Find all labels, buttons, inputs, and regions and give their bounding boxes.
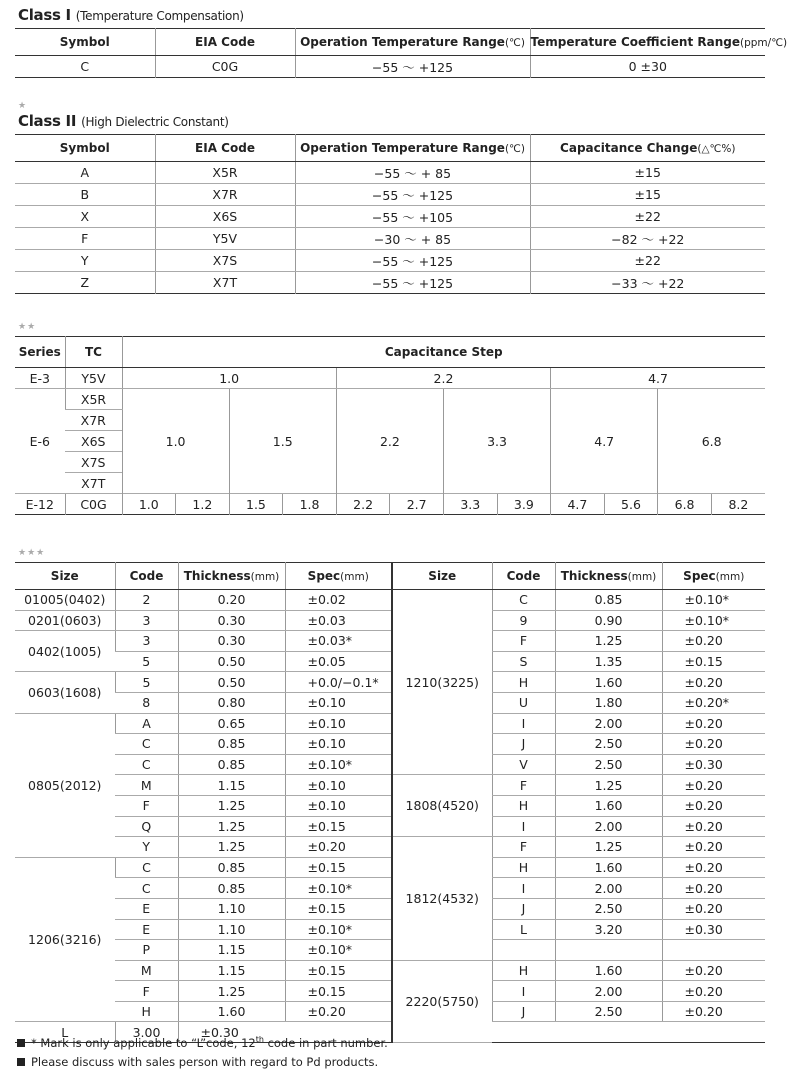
table-row <box>15 228 765 250</box>
cell-code: E <box>115 898 178 919</box>
class2-table <box>15 134 765 294</box>
table-row <box>15 250 765 272</box>
cell-value: ±22 <box>530 250 765 272</box>
cell-code: C <box>492 590 555 611</box>
class2-title-text: Class II <box>18 112 77 130</box>
cell-thickness: 0.85 <box>178 734 285 755</box>
table-row <box>15 672 765 693</box>
cell-spec: ±0.20 <box>285 1001 392 1022</box>
cell-code: 5 <box>115 672 178 693</box>
cell-size: 0805(2012) <box>15 713 115 857</box>
cell-step: 8.2 <box>711 494 765 515</box>
header-spec-text: Spec <box>683 569 716 583</box>
cell-tc: C0G <box>65 494 122 515</box>
cell-spec: ±0.10* <box>662 590 765 611</box>
class1-table <box>15 28 787 78</box>
header-op-temp <box>295 135 530 162</box>
table-row <box>15 1001 765 1022</box>
cell-spec: ±0.10 <box>285 713 392 734</box>
cell-code: L <box>492 919 555 940</box>
cell-symbol: C <box>80 59 90 74</box>
cell-thickness: 1.15 <box>178 940 285 961</box>
cell-range: −55 ～ +105 <box>295 206 530 228</box>
cell-code: M <box>115 775 178 796</box>
cell-range: −55 ～ +125 <box>295 250 530 272</box>
cell-tc: X7R <box>65 410 122 431</box>
header-cap-unit: (△℃%) <box>697 143 736 155</box>
table-row <box>15 734 765 755</box>
header-tc: TC <box>65 337 122 368</box>
header-symbol: Symbol <box>15 29 155 56</box>
cell-series: E-6 <box>15 389 65 494</box>
size-table <box>15 562 765 1043</box>
cell-thickness: 0.85 <box>178 878 285 899</box>
header-op-temp <box>295 29 530 56</box>
header-eia: EIA Code <box>155 29 295 56</box>
cell-spec: ±0.15 <box>285 816 392 837</box>
cell-step: 5.6 <box>604 494 658 515</box>
cell-thickness: 0.20 <box>178 590 285 611</box>
header-thickness-unit: (mm) <box>250 571 280 583</box>
class1-title <box>18 6 244 24</box>
cell-symbol: F <box>15 228 155 250</box>
cell-code: A <box>115 713 178 734</box>
cell-spec: ±0.20* <box>662 692 765 713</box>
cell-step: 1.8 <box>283 494 337 515</box>
header-spec-text: Spec <box>307 569 341 583</box>
cell-code: U <box>492 692 555 713</box>
table-row <box>15 713 765 734</box>
cell-spec: ±0.15 <box>285 898 392 919</box>
cell-range: −55 ～ + 85 <box>295 162 530 184</box>
table-row <box>15 206 765 228</box>
cell-spec: ±0.15 <box>285 981 392 1002</box>
table-row <box>15 494 765 515</box>
cell-series: E-12 <box>15 494 65 515</box>
cell-step: 3.3 <box>443 494 497 515</box>
cell-thickness: 1.10 <box>178 898 285 919</box>
cell-spec: ±0.20 <box>662 795 765 816</box>
cell-spec: ±0.10 <box>285 734 392 755</box>
header-code: Code <box>492 563 555 590</box>
header-thickness <box>555 563 662 590</box>
cell-value: ±15 <box>530 184 765 206</box>
header-cap <box>530 135 765 162</box>
header-thickness-text: Thickness <box>560 569 628 583</box>
note-2-text: Please discuss with sales person with regard to Pd products. <box>31 1055 379 1069</box>
cell-spec: ±0.20 <box>662 1001 765 1022</box>
cell-code: I <box>492 713 555 734</box>
cell-code: I <box>492 816 555 837</box>
cell-spec: ±0.10* <box>662 610 765 631</box>
header-size: Size <box>15 563 115 590</box>
cell-thickness: 0.85 <box>178 857 285 878</box>
cell-range: −55 ～ +125 <box>295 56 530 78</box>
cell-thickness: 1.10 <box>178 919 285 940</box>
cell-size: 2220(5750) <box>392 960 492 1042</box>
cell-step: 1.0 <box>122 494 176 515</box>
capstep-table <box>15 336 765 515</box>
note-1-text: * Mark is only applicable to “L”code, 12 <box>31 1035 256 1050</box>
cell-spec: ±0.15 <box>285 960 392 981</box>
cell-code: J <box>492 1001 555 1022</box>
table-row <box>15 368 765 389</box>
cell-thickness: 1.80 <box>555 692 662 713</box>
cell-spec: ±0.10 <box>285 795 392 816</box>
cell-value: −82 ～ +22 <box>530 228 765 250</box>
cell-code: H <box>115 1001 178 1022</box>
cell-range: −30 ～ + 85 <box>295 228 530 250</box>
cell-thickness: 2.50 <box>555 754 662 775</box>
cell-step: 4.7 <box>551 389 658 494</box>
cell-code: F <box>492 631 555 652</box>
cell-thickness: 2.00 <box>555 816 662 837</box>
header-op-temp-text: Operation Temperature Range <box>300 141 505 155</box>
cell-thickness: 0.90 <box>555 610 662 631</box>
table-row <box>15 754 765 775</box>
table-row <box>15 857 765 878</box>
table-row <box>15 162 765 184</box>
cell-size: 0603(1608) <box>15 672 115 713</box>
cell-step: 2.7 <box>390 494 444 515</box>
cell-spec: ±0.20 <box>285 837 392 858</box>
cell-thickness: 1.25 <box>555 631 662 652</box>
cell-spec: ±0.03* <box>285 631 392 652</box>
cell-spec: ±0.20 <box>662 981 765 1002</box>
header-spec <box>285 563 392 590</box>
cell-step: 1.0 <box>122 368 336 389</box>
cell-code: 2 <box>115 590 178 611</box>
cell-spec: ±0.20 <box>662 713 765 734</box>
cell-spec: ±0.30 <box>178 1022 285 1043</box>
cell-spec: ±0.20 <box>662 734 765 755</box>
cell-size: 0201(0603) <box>15 610 115 631</box>
cell-step: 4.7 <box>551 494 605 515</box>
cell-thickness: 3.20 <box>555 919 662 940</box>
table-row <box>15 590 765 611</box>
cell-code: M <box>115 960 178 981</box>
cell-eia: X7R <box>155 184 295 206</box>
cell-thickness: 0.85 <box>555 590 662 611</box>
cell-thickness: 1.15 <box>178 775 285 796</box>
header-coef <box>530 29 787 56</box>
cell-step: 6.8 <box>658 389 765 494</box>
cell-thickness: 0.85 <box>178 754 285 775</box>
cell-code: 5 <box>115 651 178 672</box>
cell-spec: ±0.10* <box>285 919 392 940</box>
header-thickness-text: Thickness <box>183 569 251 583</box>
cell-code: H <box>492 672 555 693</box>
cell-thickness: 2.50 <box>555 1001 662 1022</box>
header-coef-unit: (ppm/℃) <box>740 37 787 49</box>
cell-code: 9 <box>492 610 555 631</box>
cell-spec: ±0.20 <box>662 837 765 858</box>
cell-thickness: 0.65 <box>178 713 285 734</box>
table-row <box>15 816 765 837</box>
cell-spec: ±0.05 <box>285 651 392 672</box>
cell-code: H <box>492 857 555 878</box>
cell-thickness: 1.60 <box>555 857 662 878</box>
header-series: Series <box>15 337 65 368</box>
cell-spec: ±0.30 <box>662 754 765 775</box>
cell-thickness: 1.25 <box>555 775 662 796</box>
cell-spec: +0.0/−0.1* <box>285 672 392 693</box>
cell-symbol: Z <box>80 275 90 290</box>
cell-eia: X6S <box>155 206 295 228</box>
cell-step: 2.2 <box>336 368 550 389</box>
cell-code: F <box>492 837 555 858</box>
cell-tc: Y5V <box>65 368 122 389</box>
cell-code: F <box>115 795 178 816</box>
table-row <box>15 56 765 78</box>
cell-symbol: A <box>15 162 155 184</box>
cell-code: J <box>492 734 555 755</box>
table-row <box>15 184 765 206</box>
cell-code: 3 <box>115 631 178 652</box>
header-eia: EIA Code <box>155 135 295 162</box>
cell-size: 01005(0402) <box>15 590 115 611</box>
cell-spec: ±0.10* <box>285 940 392 961</box>
cell-tc: X7S <box>65 452 122 473</box>
cell-thickness: 2.50 <box>555 734 662 755</box>
class1-subtitle: (Temperature Compensation) <box>75 9 244 23</box>
cell-value: −33 ～ +22 <box>530 272 765 294</box>
cell-thickness: 0.30 <box>178 631 285 652</box>
capstep-stars: ★★ <box>18 322 37 332</box>
cell-code: F <box>115 981 178 1002</box>
cell-code: Y <box>115 837 178 858</box>
cell-step: 1.5 <box>229 494 283 515</box>
cell-spec: ±0.15 <box>285 857 392 878</box>
cell-step: 4.7 <box>551 368 765 389</box>
cell-spec: ±0.20 <box>662 816 765 837</box>
note-2 <box>17 1055 378 1069</box>
cell-spec: ±0.20 <box>662 898 765 919</box>
cell-code: I <box>492 878 555 899</box>
cell-code: H <box>492 795 555 816</box>
note-1 <box>17 1035 388 1050</box>
cell-code: F <box>492 775 555 796</box>
cell-thickness: 1.25 <box>555 837 662 858</box>
cell-thickness: 3.00 <box>115 1022 178 1043</box>
header-spec <box>662 563 765 590</box>
cell-range: −55 ～ +125 <box>295 272 530 294</box>
cell-step: 6.8 <box>658 494 712 515</box>
cell-thickness: 0.50 <box>178 651 285 672</box>
cell-eia: X7S <box>155 250 295 272</box>
table-row <box>15 940 765 961</box>
header-spec-unit: (mm) <box>340 571 369 583</box>
cell-thickness: 1.25 <box>178 816 285 837</box>
cell-thickness: 0.30 <box>178 610 285 631</box>
table-row <box>15 272 765 294</box>
table-row <box>15 919 765 940</box>
cell-spec: ±0.10 <box>285 692 392 713</box>
cell-size: 1808(4520) <box>392 775 492 837</box>
cell-thickness: 2.00 <box>555 878 662 899</box>
cell-code: C <box>115 857 178 878</box>
cell-spec: ±0.15 <box>662 651 765 672</box>
cell-spec: ±0.02 <box>285 590 392 611</box>
cell-code: Q <box>115 816 178 837</box>
table-row <box>15 878 765 899</box>
cell-spec: ±0.20 <box>662 631 765 652</box>
class2-subtitle: (High Dielectric Constant) <box>81 115 229 129</box>
table-row <box>15 631 765 652</box>
cell-eia: X5R <box>155 162 295 184</box>
cell-thickness: 1.60 <box>555 960 662 981</box>
cell-value: ±15 <box>530 162 765 184</box>
cell-value: 0 ±30 <box>530 56 765 78</box>
table-row <box>15 981 765 1002</box>
cell-step: 2.2 <box>336 494 390 515</box>
cell-step: 3.9 <box>497 494 551 515</box>
cell-step: 1.2 <box>176 494 230 515</box>
cell-code: L <box>61 1024 69 1040</box>
header-coef-text: Temperature Coefficient Range <box>530 35 740 49</box>
cell-code: S <box>492 651 555 672</box>
cell-thickness: 1.25 <box>178 981 285 1002</box>
cell-tc: X7T <box>81 475 106 491</box>
cell-spec: ±0.20 <box>662 960 765 981</box>
cell-range: −55 ～ +125 <box>295 184 530 206</box>
cell-spec <box>662 940 765 961</box>
table-row <box>15 960 765 981</box>
cell-symbol: Y <box>15 250 155 272</box>
cell-thickness <box>555 940 662 961</box>
cell-code: V <box>492 754 555 775</box>
cell-size: 1812(4532) <box>392 837 492 961</box>
cell-code: 8 <box>115 692 178 713</box>
cell-spec: ±0.20 <box>662 775 765 796</box>
header-size: Size <box>392 563 492 590</box>
class2-stars: ★ <box>18 101 28 111</box>
cell-step: 1.5 <box>229 389 336 494</box>
cell-thickness: 0.80 <box>178 692 285 713</box>
note-1-sup: th <box>255 1035 264 1044</box>
cell-step: 3.3 <box>443 389 550 494</box>
cell-code: C <box>115 878 178 899</box>
cell-thickness: 1.15 <box>178 960 285 981</box>
header-spec-unit: (mm) <box>715 571 745 583</box>
table-row <box>15 898 765 919</box>
cell-symbol: B <box>15 184 155 206</box>
header-symbol: Symbol <box>15 135 155 162</box>
cell-spec: ±0.10* <box>285 754 392 775</box>
cell-tc: X6S <box>65 431 122 452</box>
cell-thickness: 2.50 <box>555 898 662 919</box>
cell-thickness: 1.35 <box>555 651 662 672</box>
cell-eia: C0G <box>155 56 295 78</box>
table-row <box>15 692 765 713</box>
cell-eia: Y5V <box>155 228 295 250</box>
cell-eia: X7T <box>155 272 295 294</box>
cell-code: J <box>492 898 555 919</box>
cell-spec: ±0.20 <box>662 857 765 878</box>
cell-value: ±22 <box>530 206 765 228</box>
cell-thickness: 0.50 <box>178 672 285 693</box>
header-thickness-unit: (mm) <box>627 571 657 583</box>
cell-thickness: 1.60 <box>178 1001 285 1022</box>
header-op-temp-text: Operation Temperature Range <box>300 35 505 49</box>
header-code: Code <box>115 563 178 590</box>
cell-thickness: 1.60 <box>555 795 662 816</box>
header-thickness <box>178 563 285 590</box>
cell-code: 3 <box>115 610 178 631</box>
header-cap-text: Capacitance Change <box>560 141 698 155</box>
table-row <box>15 610 765 631</box>
cell-series: E-3 <box>15 368 65 389</box>
cell-code: P <box>115 940 178 961</box>
bullet-square-icon <box>17 1039 25 1047</box>
class1-title-text: Class I <box>18 6 71 24</box>
cell-size: 0402(1005) <box>15 631 115 672</box>
class2-title <box>18 112 229 130</box>
table-row <box>15 837 765 858</box>
cell-spec: ±0.30 <box>662 919 765 940</box>
bullet-square-icon <box>17 1058 25 1066</box>
cell-step: 1.0 <box>122 389 229 494</box>
cell-step: 2.2 <box>336 389 443 494</box>
cell-thickness: 2.00 <box>555 713 662 734</box>
cell-thickness: 1.60 <box>555 672 662 693</box>
header-op-temp-unit: (℃) <box>504 37 525 49</box>
note-1-text-end: code in part number. <box>263 1035 388 1050</box>
cell-code: E <box>115 919 178 940</box>
cell-spec: ±0.10 <box>285 775 392 796</box>
header-op-temp-unit: (℃) <box>504 143 525 155</box>
cell-code: C <box>115 734 178 755</box>
table-row <box>15 775 765 796</box>
table-row <box>15 389 765 410</box>
cell-spec: ±0.03 <box>285 610 392 631</box>
cell-thickness: 2.00 <box>555 981 662 1002</box>
cell-thickness: 1.25 <box>178 795 285 816</box>
cell-code: C <box>115 754 178 775</box>
cell-tc: X5R <box>65 389 122 410</box>
cell-spec: ±0.20 <box>662 672 765 693</box>
cell-spec: ±0.10* <box>285 878 392 899</box>
header-cap-step: Capacitance Step <box>122 337 765 368</box>
cell-code: I <box>492 981 555 1002</box>
cell-thickness: 1.25 <box>178 837 285 858</box>
cell-size: 1210(3225) <box>392 590 492 775</box>
cell-code <box>492 940 555 961</box>
cell-symbol: X <box>15 206 155 228</box>
cell-code: H <box>492 960 555 981</box>
table-row <box>15 795 765 816</box>
cell-spec: ±0.20 <box>662 878 765 899</box>
table-row <box>15 651 765 672</box>
cell-size: 1206(3216) <box>15 857 115 1022</box>
sizes-stars: ★★★ <box>18 548 46 558</box>
